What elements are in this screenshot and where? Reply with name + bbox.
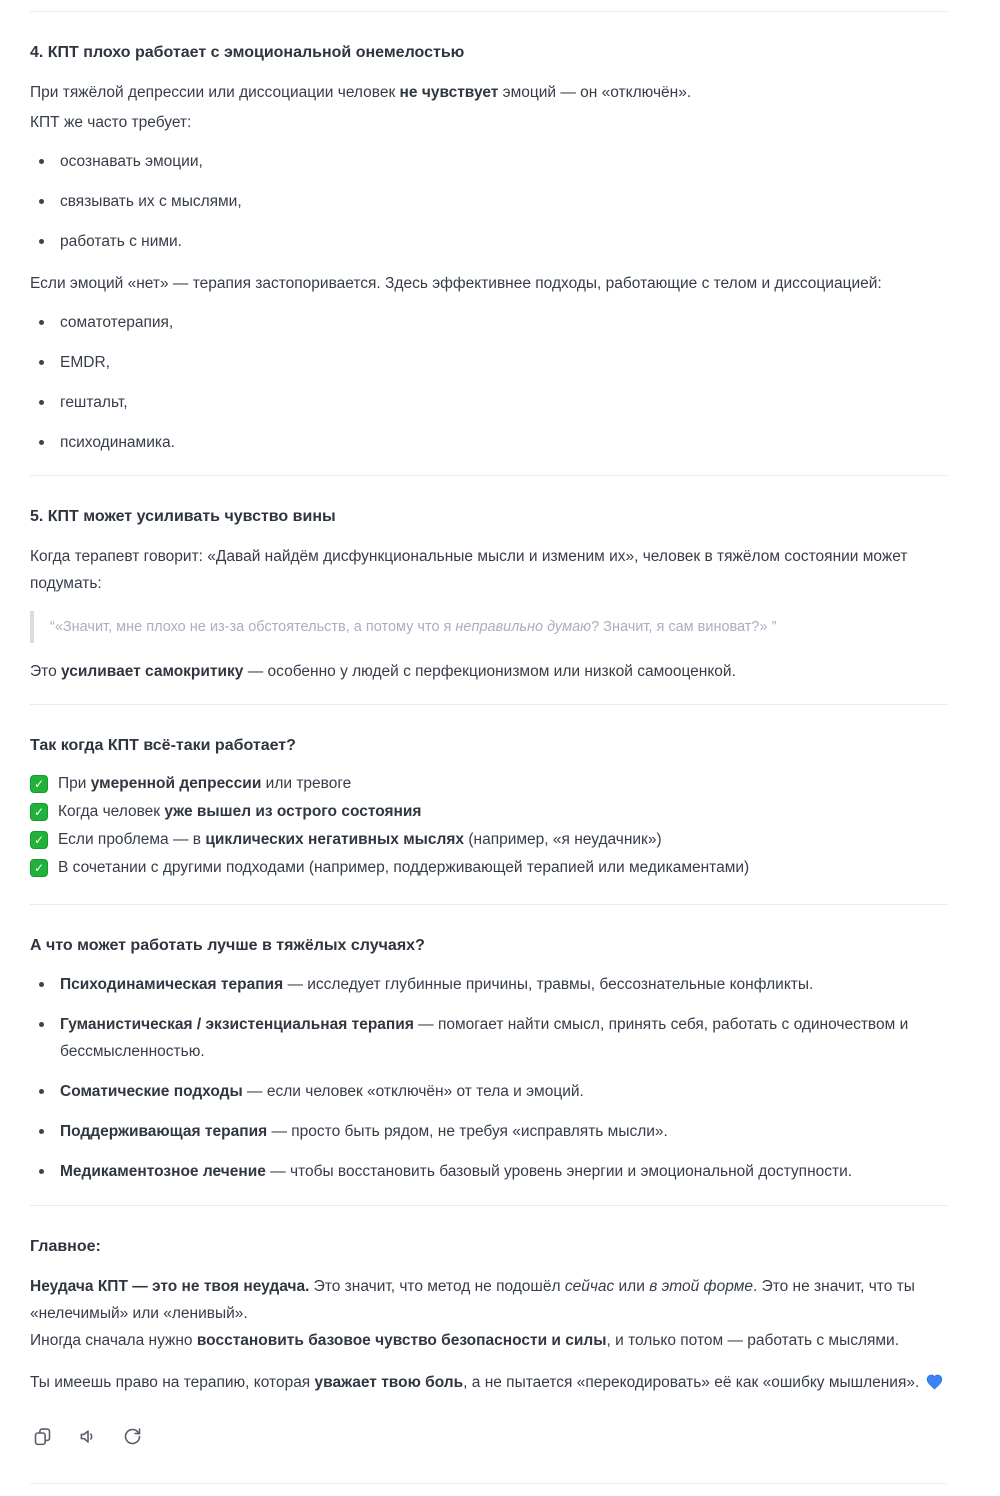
green-checkmark-icon [30,803,48,821]
green-checkmark-icon [30,859,48,877]
checklist-item [30,770,947,798]
list-item: работать с ними. [30,228,947,255]
green-checkmark-icon [30,831,48,849]
blue-heart-emoji [926,1371,943,1400]
section-4-list-1 [30,148,947,255]
final-paragraph-2-text: Ты имеешь право на терапию, которая уважает твою боль, а не пытается «перекодировать» её как «ошибку мышления». [30,1374,924,1391]
section-divider [30,475,947,476]
blockquote: “«Значит, мне плохо не из-за обстоятельств, а потому что я неправильно думаю? Значит, я сам виноват?» ” [30,611,947,643]
checklist-item-text: Когда человек уже вышел из острого состояния [58,803,422,820]
list-item: психодинамика. [30,429,947,456]
list-item: Гуманистическая / экзистенциальная терапия — помогает найти смысл, принять себя, работать с одиночеством и бессмысленностью. [30,1011,947,1065]
copy-button[interactable] [30,1424,55,1449]
green-checkmark-icon [30,775,48,793]
final-paragraph-2 [30,1368,947,1400]
checklist-item-text: При умеренной депрессии или тревоге [58,775,352,792]
list-item: соматотерапия, [30,309,947,336]
section-divider [30,11,947,12]
section-4-heading: 4. КПТ плохо работает с эмоциональной онемелостью [30,44,465,61]
checklist-item-text: В сочетании с другими подходами (например, поддерживающей терапией или медикаментами) [58,859,750,876]
section-4-paragraph-1: При тяжёлой депрессии или диссоциации человек не чувствует эмоций — он «отключён». [30,84,692,101]
section-divider [30,1483,947,1484]
list-item: Психодинамическая терапия — исследует глубинные причины, травмы, бессознательные конфликты. [30,971,947,998]
section-divider [30,904,947,905]
section-5-paragraph-2: Это усиливает самокритику — особенно у людей с перфекционизмом или низкой самооценкой. [30,663,736,680]
section-4-paragraph-2: КПТ же часто требует: [30,114,192,131]
regenerate-icon [122,1426,143,1447]
section-5-paragraph-1: Когда терапевт говорит: «Давай найдём дисфункциональные мысли и изменим их», человек в тяжёлом состоянии может подумать: [30,548,908,592]
list-item: гештальт, [30,389,947,416]
list-item: Поддерживающая терапия — просто быть рядом, не требуя «исправлять мысли». [30,1118,947,1145]
section-4-list-2 [30,309,947,456]
read-aloud-button[interactable] [75,1424,100,1449]
section-5-heading: 5. КПТ может усиливать чувство вины [30,508,336,525]
checklist [30,770,947,882]
works-heading: Так когда КПТ всё-таки работает? [30,737,296,754]
speaker-icon [77,1426,98,1447]
checklist-item [30,826,947,854]
list-item: EMDR, [30,349,947,376]
message-action-bar [30,1424,947,1449]
checklist-item-text: Если проблема — в циклических негативных мыслях (например, «я неудачник») [58,831,662,848]
list-item: Медикаментозное лечение — чтобы восстановить базовый уровень энергии и эмоциональной доступности. [30,1158,947,1185]
checklist-item [30,798,947,826]
section-4-paragraph-3: Если эмоций «нет» — терапия застопоривается. Здесь эффективнее подходы, работающие с телом и диссоциацией: [30,275,882,292]
final-paragraph-1: Неудача КПТ — это не твоя неудача. Это значит, что метод не подошёл сейчас или в этой форме. Это не значит, что ты «нелечимый» или «ленивый». Иногда сначала нужно восстановить базовое чувство безопасности и силы, и только потом — работать с мыслями. [30,1278,915,1349]
assistant-message [30,11,947,1484]
section-divider [30,1205,947,1206]
checklist-item [30,854,947,882]
list-item: связывать их с мыслями, [30,188,947,215]
better-list [30,971,947,1185]
list-item: Соматические подходы — если человек «отключён» от тела и эмоций. [30,1078,947,1105]
better-heading: А что может работать лучше в тяжёлых случаях? [30,937,425,954]
copy-icon [32,1426,53,1447]
regenerate-button[interactable] [120,1424,145,1449]
list-item: осознавать эмоции, [30,148,947,175]
section-divider [30,704,947,705]
final-heading: Главное: [30,1238,101,1255]
